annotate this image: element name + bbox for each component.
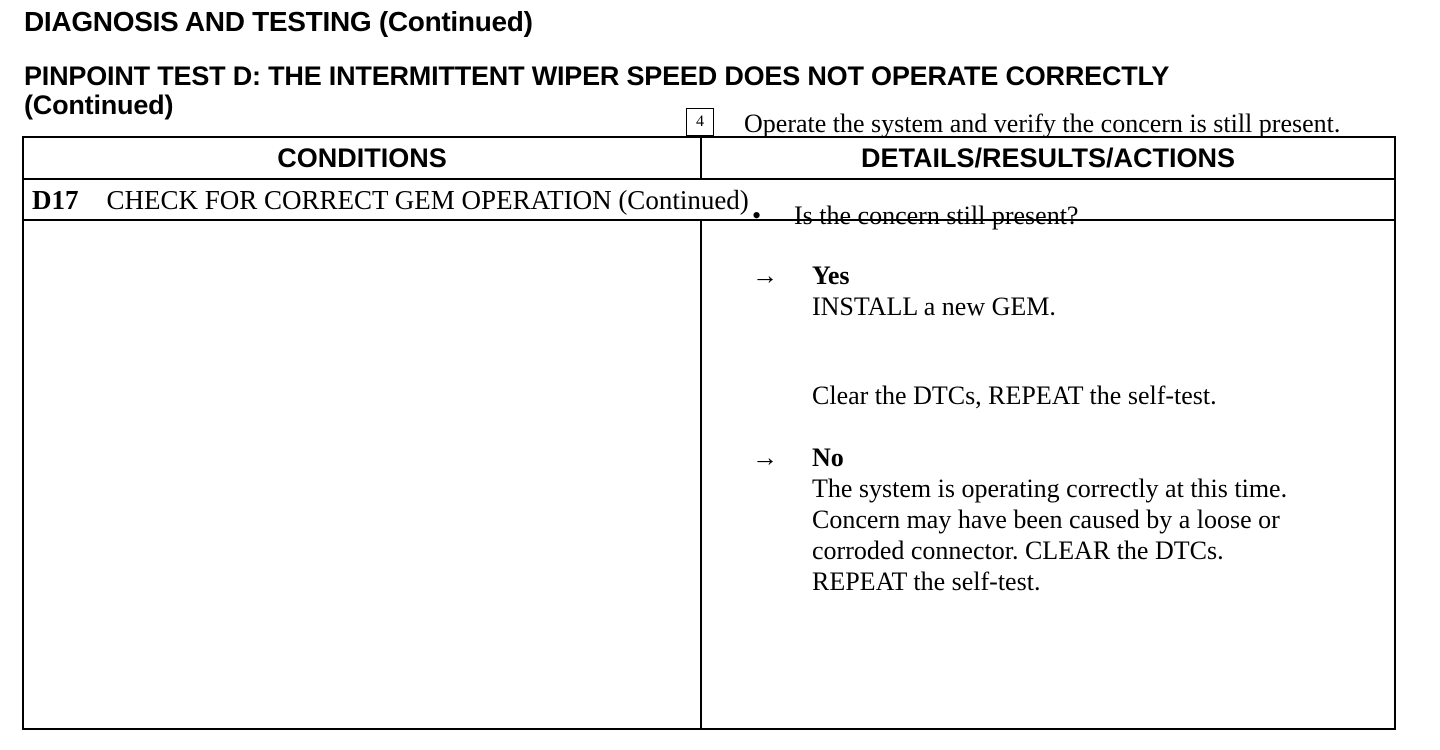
instruction-text: Operate the system and verify the concern is still present. bbox=[744, 109, 1341, 138]
page-title: DIAGNOSIS AND TESTING (Continued) bbox=[24, 6, 533, 37]
column-divider-top bbox=[700, 138, 702, 178]
step-id: D17 bbox=[32, 185, 79, 215]
no-label: No bbox=[812, 443, 844, 472]
yes-action-1: INSTALL a new GEM. bbox=[812, 292, 1056, 321]
no-action-line-3: corroded connector. CLEAR the DTCs. bbox=[812, 536, 1224, 565]
no-action-line-4: REPEAT the self-test. bbox=[812, 567, 1041, 596]
step-row bbox=[32, 182, 749, 218]
yes-label: Yes bbox=[812, 261, 850, 290]
step-title: CHECK FOR CORRECT GEM OPERATION (Continued) bbox=[106, 185, 749, 215]
column-divider bbox=[700, 221, 702, 728]
no-action-line-1: The system is operating correctly at this time. bbox=[812, 474, 1288, 503]
no-arrow-icon: → bbox=[752, 443, 778, 472]
step-divider bbox=[24, 219, 1394, 221]
bullet: • bbox=[752, 201, 762, 230]
pinpoint-test-title-line2: (Continued) bbox=[24, 90, 174, 120]
details-header: DETAILS/RESULTS/ACTIONS bbox=[860, 143, 1235, 173]
conditions-header: CONDITIONS bbox=[277, 143, 447, 173]
yes-arrow-icon: → bbox=[752, 261, 778, 290]
no-action-line-2: Concern may have been caused by a loose or bbox=[812, 505, 1280, 534]
test-table bbox=[22, 136, 1396, 730]
step-number-box: 4 bbox=[686, 108, 714, 136]
yes-action-2: Clear the DTCs, REPEAT the self-test. bbox=[812, 381, 1217, 410]
pinpoint-test-title-line1: PINPOINT TEST D: THE INTERMITTENT WIPER SPEED DOES NOT OPERATE CORRECTLY bbox=[24, 61, 1170, 91]
no-action-text bbox=[812, 473, 1287, 597]
question-text: Is the concern still present? bbox=[794, 201, 1079, 230]
header-divider bbox=[24, 178, 1394, 180]
